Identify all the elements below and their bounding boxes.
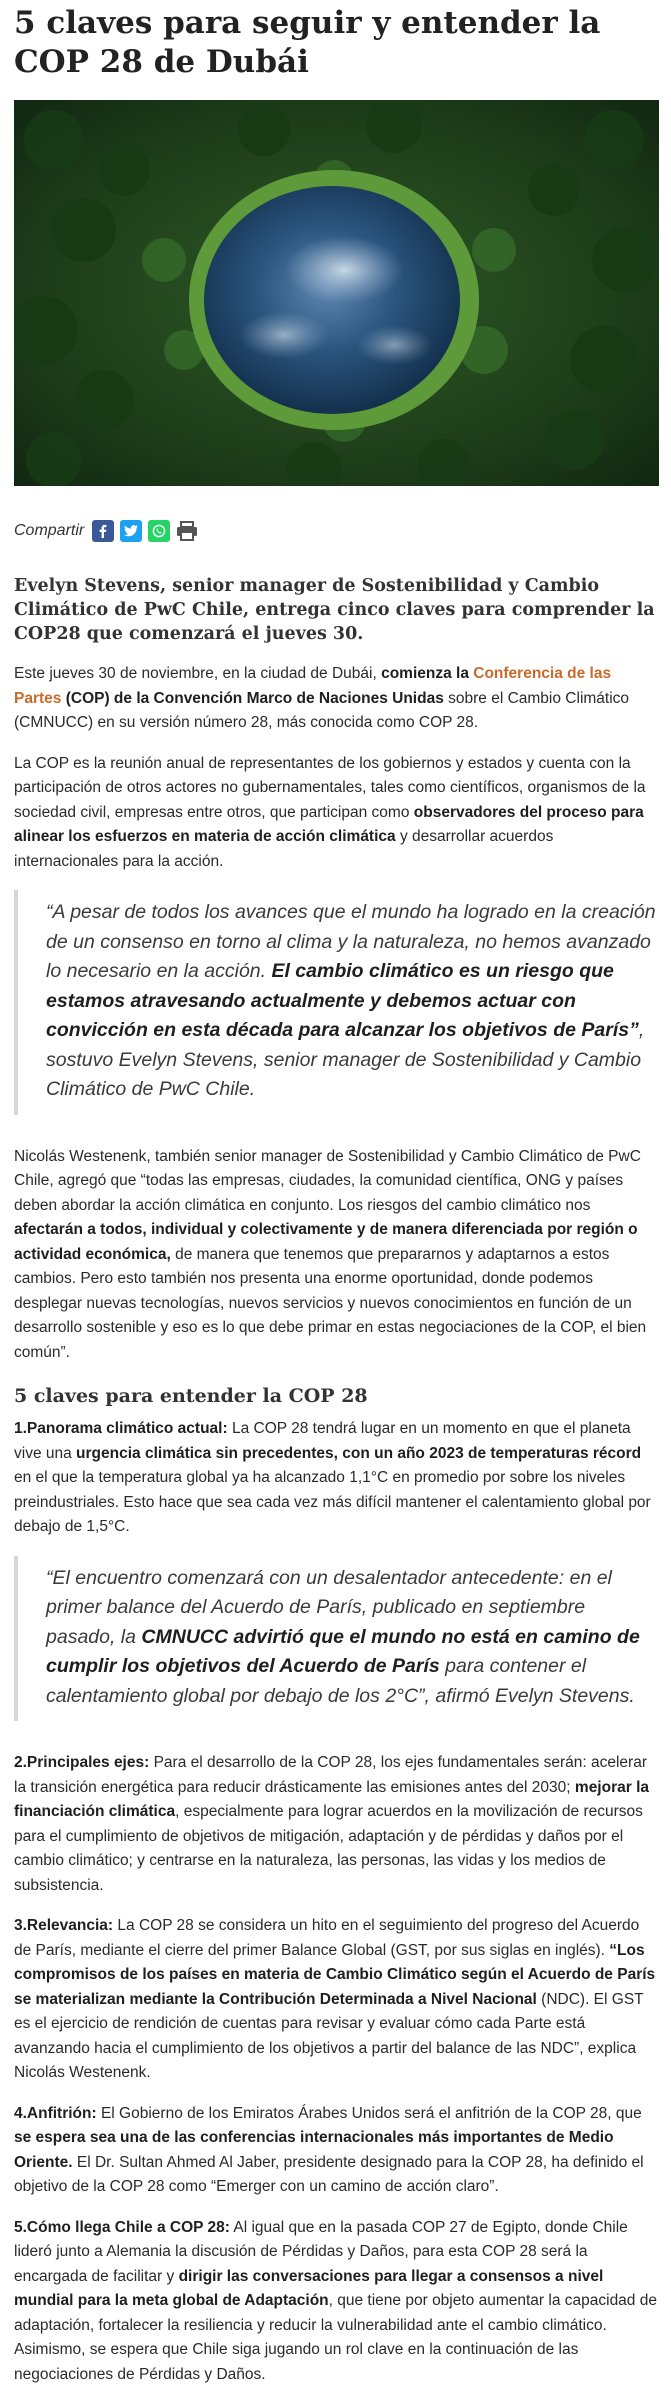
- text: El Gobierno de los Emiratos Árabes Unidos será el anfitrión de la COP 28, que: [97, 2105, 642, 2122]
- text: El Dr. Sultan Ahmed Al Jaber, presidente designado para la COP 28, ha definido el objetivo de la COP 28 como “Emerger con un camino de acción claro”.: [14, 2154, 644, 2196]
- text: La COP 28 se considera un hito en el seguimiento del progreso del Acuerdo de París, mediante el cierre del primer Balance Global (GST, por sus siglas en inglés).: [14, 1917, 639, 1959]
- key-3: [14, 1914, 657, 2086]
- key-1: [14, 1417, 657, 1540]
- text: , que tiene por objeto aumentar la capacidad de adaptación, fortalecer la resiliencia y reducir la vulnerabilidad ante el cambio climático. Asimismo, se espera que Chile siga jugando un rol clave en la continuación de las negociaciones de Pérdidas y Daños.: [14, 2292, 657, 2383]
- paragraph-westenenk: [14, 1145, 657, 1366]
- text: Para el desarrollo de la COP 28, los ejes fundamentales serán: acelerar la transición energética para reducir drásticamente las emisiones antes del 2030;: [14, 1754, 647, 1796]
- text: Este jueves 30 de noviembre, en la ciudad de Dubái,: [14, 665, 381, 682]
- share-label: Compartir: [14, 522, 84, 540]
- text-bold: urgencia climática sin precedentes, con un año 2023 de temperaturas récord: [76, 1445, 641, 1462]
- paragraph-cop-definition: [14, 752, 657, 875]
- hero-image-forest-lake: [14, 100, 659, 486]
- key-5: [14, 2216, 657, 2387]
- text: Al igual que en la pasada COP 27 de Egipto, donde Chile lideró junto a Alemania la discusión de Pérdidas y Daños, para esta COP 28 será la encargada de facilitar y: [14, 2219, 628, 2285]
- facebook-icon[interactable]: [92, 520, 114, 542]
- text: , especialmente para lograr acuerdos en la movilización de recursos para el cumplimiento de objetivos de mitigación, adaptación y de pérdidas y daños por el cambio climático; y centrarse en la naturaleza, las personas, las vidas y los medios de subsistencia.: [14, 1803, 643, 1894]
- key-label: 1.Panorama climático actual:: [14, 1420, 228, 1437]
- quote-cmnucc: [14, 1556, 657, 1722]
- text-bold: comienza la: [381, 665, 473, 682]
- text: (NDC). El GST es el ejercicio de rendición de cuentas para revisar y evaluar cómo cada Parte está avanzando hacia el cumplimiento de los objetivos a partir del balance de las NDC”, explica Nicolás Westenenk.: [14, 1991, 643, 2082]
- twitter-icon[interactable]: [120, 520, 142, 542]
- key-label: 4.Anfitrión:: [14, 2105, 97, 2122]
- text: en el que la temperatura global ya ha alcanzado 1,1°C en promedio por sobre los niveles preindustriales. Esto hace que sea cada vez más difícil mantener el calentamiento global por debajo de 1,5°C.: [14, 1469, 651, 1535]
- quote-text: , sostuvo Evelyn Stevens, senior manager de Sostenibilidad y Cambio Climático de PwC Chile.: [46, 1019, 644, 1100]
- key-2: [14, 1751, 657, 1898]
- cop-link[interactable]: Conferencia de las Partes: [14, 665, 611, 707]
- text: La COP es la reunión anual de representantes de los gobiernos y estados y cuenta con la participación de otros actores no gubernamentales, tales como científicos, organismos de la sociedad civil, empresas entre otros, que participan como: [14, 755, 646, 821]
- text: sobre el Cambio Climático (CMNUCC) en su versión número 28, más conocida como COP 28.: [14, 690, 629, 732]
- quote-text: para contener el calentamiento global por debajo de los 2°C”, afirmó Evelyn Stevens.: [46, 1655, 635, 1707]
- paragraph-intro: [14, 662, 657, 736]
- text-bold: (COP) de la Convención Marco de Naciones Unidas: [61, 690, 443, 707]
- whatsapp-icon[interactable]: [148, 520, 170, 542]
- text-bold: afectarán a todos, individual y colectivamente y de manera diferenciada por región o actividad económica,: [14, 1221, 638, 1263]
- section-heading: 5 claves para entender la COP 28: [14, 1385, 657, 1407]
- text-bold: “Los compromisos de los países en materia de Cambio Climático según el Acuerdo de París se materializan mediante la Contribución Determinada a Nivel Nacional: [14, 1942, 655, 2008]
- quote-text: “A pesar de todos los avances que el mundo ha logrado en la creación de un consenso en torno al clima y la naturaleza, no hemos avanzado lo necesario en la acción.: [46, 901, 656, 982]
- print-icon[interactable]: [176, 520, 198, 542]
- text: La COP 28 tendrá lugar en un momento en que el planeta vive una: [14, 1420, 631, 1462]
- text: de manera que tenemos que prepararnos y adaptarnos a estos cambios. Pero esto también nos presenta una enorme oportunidad, donde podemos desplegar nuevas tecnologías, nuevos servicios y nuevos conocimientos en función de un desarrollo sostenible y eso es lo que debe primar en estas negociaciones de la COP, el bien común”.: [14, 1246, 646, 1361]
- text: Nicolás Westenenk, también senior manager de Sostenibilidad y Cambio Climático de PwC Chile, agregó que “todas las empresas, ciudades, la comunidad científica, ONG y países deben abordar la acción climática en conjunto. Los riesgos del cambio climático nos: [14, 1148, 641, 1214]
- article-lead: Evelyn Stevens, senior manager de Sostenibilidad y Cambio Climático de PwC Chile, entrega cinco claves para comprender la COP28 que comenzará el jueves 30.: [14, 574, 657, 646]
- key-label: 5.Cómo llega Chile a COP 28:: [14, 2219, 230, 2236]
- article-title: 5 claves para seguir y entender la COP 28 de Dubái: [14, 4, 657, 82]
- key-label: 2.Principales ejes:: [14, 1754, 149, 1771]
- quote-text-bold: El cambio climático es un riesgo que estamos atravesando actualmente y debemos actuar con convicción en esta década para alcanzar los objetivos de París”: [46, 960, 639, 1041]
- quote-text: “El encuentro comenzará con un desalentador antecedente: en el primer balance del Acuerdo de París, publicado en septiembre pasado, la: [46, 1567, 612, 1648]
- article: [0, 4, 671, 2387]
- key-label: 3.Relevancia:: [14, 1917, 113, 1934]
- text-bold: mejorar la financiación climática: [14, 1779, 649, 1821]
- key-4: [14, 2102, 657, 2200]
- text: y desarrollar acuerdos internacionales para la acción.: [14, 828, 553, 870]
- share-bar: [14, 518, 657, 544]
- quote-text-bold: CMNUCC advirtió que el mundo no está en camino de cumplir los objetivos del Acuerdo de París: [46, 1626, 640, 1678]
- text-bold: dirigir las conversaciones para llegar a consensos a nivel mundial para la meta global de Adaptación: [14, 2268, 603, 2310]
- text-bold: se espera sea una de las conferencias internacionales más importantes de Medio Oriente.: [14, 2129, 614, 2171]
- text-bold: observadores del proceso para alinear los esfuerzos en materia de acción climática: [14, 804, 644, 846]
- quote-evelyn-stevens: [14, 890, 657, 1115]
